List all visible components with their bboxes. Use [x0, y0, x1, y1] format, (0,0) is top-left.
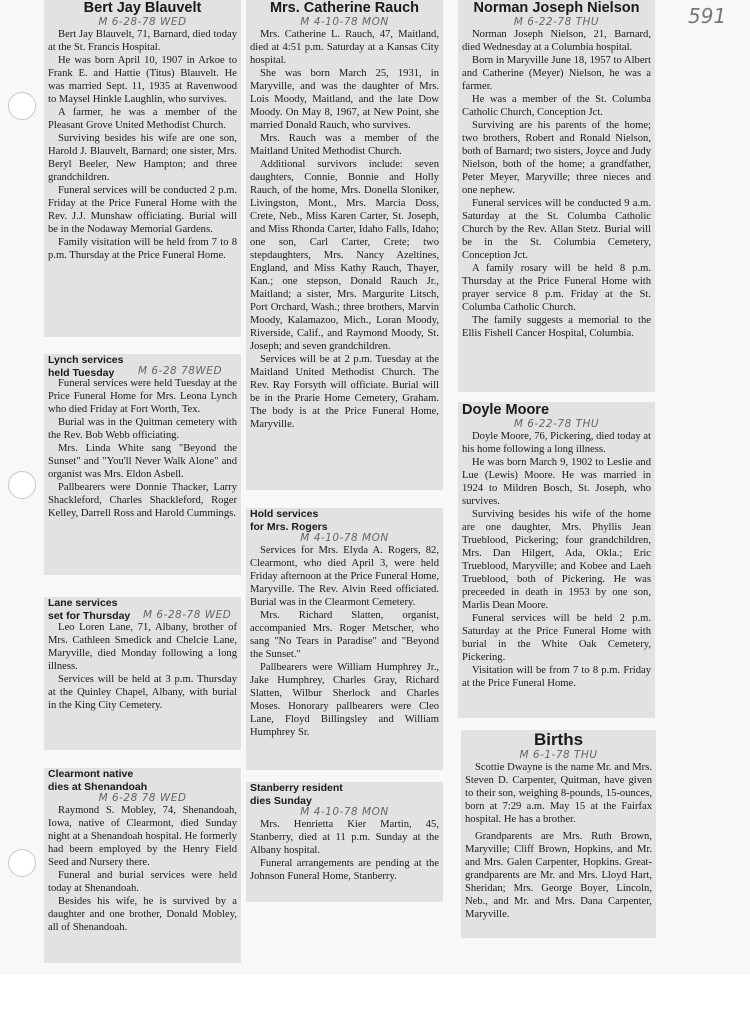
paragraph: Pallbearers were Donnie Thacker, Larry Shackleford, Charles Shackleford, Roger Kelley, Darrell Ross and Harold Cummings. [48, 482, 237, 519]
paragraph: She was born March 25, 1931, in Maryville, and was the daughter of Mrs. Lois Moody, Maitland, and the late Dow Moody. On May 8, 1967, at New Point, she married Donald Rauch, who survives. [250, 68, 439, 131]
bottom-margin [0, 975, 750, 1033]
headline: Lynch services held Tuesday [48, 354, 124, 379]
paragraph: He was born March 9, 1902 to Leslie and Lue (Lewis) Moore. He was married in 1924 to Mildren Bosch, St. Joseph, who survives. [462, 457, 651, 507]
paragraph: A farmer, he was a member of the Pleasant Grove United Methodist Church. [48, 107, 237, 131]
date-note: M 6-22-78 THU [513, 16, 600, 28]
paragraph: Services for Mrs. Elyda A. Rogers, 82, Clearmont, who died April 3, were held Friday afternoon at the Price Funeral Home, Maryville. The Rev. Alvin Reed officiated. Burial was in the Clearmont Cemetery. [250, 545, 439, 608]
paragraph: Funeral arrangements are pending at the Johnson Funeral Home, Stanberry. [250, 858, 439, 882]
paragraph: Raymond S. Mobley, 74, Shenandoah, Iowa, native of Clearmont, died Sunday night at a Shenandoah hospital. He formerly had beern employed by the Henry Field Seed and Nursery there. [48, 805, 237, 868]
paragraph: Doyle Moore, 76, Pickering, died today at his home following a long illness. [462, 431, 651, 455]
paragraph: He was born April 10, 1907 in Arkoe to Frank E. and Hattie (Titus) Blauvelt. He was married Sept. 11, 1935 at Ravenwood to Maysel Hinkle Laughlin, who survives. [48, 55, 237, 105]
paragraph: He was a member of the St. Columba Catholic Church, Conception Jct. [462, 94, 651, 118]
clipping-rogers [246, 508, 443, 770]
headline: Bert Jay Blauvelt [83, 0, 202, 16]
paragraph: Funeral services will be held 2 p.m. Saturday at the Price Funeral Home with burial in the White Oak Cemetery, Pickering. [462, 613, 651, 663]
headline: Mrs. Catherine Rauch [269, 0, 420, 16]
paragraph: Mrs. Linda White sang "Beyond the Sunset" and "You'll Never Walk Alone" and organist was Mrs. Eldon Asbell. [48, 443, 237, 480]
paragraph: A family rosary will be held 8 p.m. Thursday at the Price Funeral Home with prayer service 8 p.m. Friday at the St. Columba Catholic Church. [462, 263, 651, 313]
paragraph: Mrs. Henrietta Kier Martin, 45, Stanberry, died at 11 p.m. Sunday at the Albany hospital. [250, 819, 439, 856]
paragraph: Bert Jay Blauvelt, 71, Barnard, died today at the St. Francis Hospital. [48, 29, 237, 53]
date-note: M 4-10-78 MON [300, 16, 389, 28]
paragraph: Mrs. Richard Slatten, organist, accompanied Mrs. Roger Metscher, who sang "No Tears in Paradise" and "Beyond the Sunset." [250, 610, 439, 660]
headline: Births [533, 730, 584, 749]
paragraph: The family suggests a memorial to the Ellis Fishell Cancer Hospital, Columbia. [462, 315, 651, 339]
paragraph: Mrs. Rauch was a member of the Maitland United Methodist Church. [250, 133, 439, 157]
paragraph: Leo Loren Lane, 71, Albany, brother of Mrs. Cathleen Smedick and Chelcie Lane, Maryville, died Monday following a long illness. [48, 622, 237, 672]
paragraph: Pallbearers were William Humphrey Jr., Jake Humphrey, Charles Gray, Richard Slatten, Wilbur Sherlock and Charles Moses. Honorary pallbearers were Cleo Lane, Floyd Billingsley and William Humphrey Sr. [250, 662, 439, 738]
paragraph: Funeral and burial services were held today at Shenandoah. [48, 870, 237, 894]
paragraph: Scottie Dwayne is the name Mr. and Mrs. Steven D. Carpenter, Quitman, have given to their son, weighing 8-pounds, 15-ounces, born at 7:29 a.m. May 15 at the Fairfax hospital. He has a brother. [465, 762, 652, 825]
date-note: M 6-28 78WED [138, 365, 223, 377]
paragraph: Additional survivors include: seven daughters, Connie, Bonnie and Holly Rauch, of the home, Mrs. Donella Sloniker, Livingston, Mont., Mrs. Marcia Doss, Crete, Neb., Miss Karen Carter, St. Joseph, and Miss Rhonda Carter, Idaho Falls, Idaho; one son, Carl Carter, Crete; two stepdaughters, Mrs. Nancy Azeltines, England, and Miss Kathy Rauch, Thayer, Kan.; one stepson, Donald Rauch Jr., Maitland; a sister, Mrs. Margurite Litsch, Port Orchard, Wash.; three brothers, Marvin Moody, Kalamazoo, Mich., Loran Moody, Riverside, Calif., and Raymond Moody, St. Joseph; and seven grandchildren. [250, 159, 439, 352]
clipping-lane [44, 597, 241, 750]
page-number: 591 [688, 4, 727, 28]
headline: Stanberry resident dies Sunday [250, 782, 343, 807]
paragraph: Visitation will be from 7 to 8 p.m. Friday at the Price Funeral Home. [462, 665, 651, 689]
binder-hole [8, 849, 36, 877]
date-note: M 6-28-78 WED [98, 16, 187, 28]
paragraph: Burial was in the Quitman cemetery with the Rev. Bob Webb officiating. [48, 417, 237, 441]
headline: Norman Joseph Nielson [473, 0, 640, 16]
paragraph: Funeral services were held Tuesday at the Price Funeral Home for Mrs. Leona Lynch who died Friday at Fort Worth, Tex. [48, 378, 237, 415]
clipping-births [461, 730, 656, 938]
date-note: M 4-10-78 MON [300, 532, 389, 544]
headline: Hold services for Mrs. Rogers [250, 508, 328, 533]
paragraph: Services will be at 2 p.m. Tuesday at the Maitland United Methodist Church. The Rev. Ray Forsyth will officiate. Burial will be in the Prarie Home Cemetery, Graham. The body is at the Price Funeral Home, Maryville. [250, 354, 439, 430]
date-note: M 6-1-78 THU [519, 749, 598, 761]
paragraph: Born in Maryville June 18, 1957 to Albert and Catherine (Meyer) Nielson, he was a farmer. [462, 55, 651, 92]
paragraph: Funeral services will be conducted 9 a.m. Saturday at the St. Columba Catholic Church by the Rev. Allan Stetz. Burial will be in the St. Columbia Cemetery, Conception Jct. [462, 198, 651, 261]
clipping-lynch [44, 354, 241, 575]
date-note: M 4-10-78 MON [300, 806, 389, 818]
date-note: M 6-22-78 THU [513, 418, 600, 430]
clipping-blauvelt [44, 0, 241, 337]
clipping-mobley [44, 768, 241, 963]
paragraph: Besides his wife, he is survived by a daughter and one brother, Donald Mobley, all of Shenandoah. [48, 896, 237, 933]
paragraph: Mrs. Catherine L. Rauch, 47, Maitland, died at 4:51 p.m. Saturday at a Kansas City hospital. [250, 29, 439, 66]
paragraph: Surviving besides his wife are one son, Harold J. Blauvelt, Barnard; one sister, Mrs. Beryl Beeler, New Hampton; and three grandchildren. [48, 133, 237, 183]
binder-hole [8, 471, 36, 499]
clipping-moore [458, 402, 655, 718]
date-note: M 6-28-78 WED [143, 609, 232, 621]
headline: Doyle Moore [462, 402, 550, 418]
clipping-rauch [246, 0, 443, 490]
paragraph: Family visitation will be held from 7 to 8 p.m. Thursday at the Price Funeral Home. [48, 237, 237, 261]
paragraph: Norman Joseph Nielson, 21, Barnard, died Wednesday at a Columbia hospital. [462, 29, 651, 53]
date-note: M 6-28 78 WED [98, 792, 187, 804]
paragraph: Grandparents are Mrs. Ruth Brown, Maryville; Cliff Brown, Hopkins, and Mr. and Mrs. Galen Carpenter, Hopkins. Great-grandparents are Mr. and Mrs. Lloyd Hart, Sheridan; Mrs. George Boyer, Lincoln, Neb., and Mr. and Mrs. Dana Carpenter, Maryville. [465, 831, 652, 920]
headline: Clearmont native dies at Shenandoah [48, 768, 148, 793]
binder-hole [8, 92, 36, 120]
headline: Lane services set for Thursday [48, 597, 131, 622]
clipping-nielson [458, 0, 655, 392]
paragraph: Surviving besides his wife of the home are one daughter, Mrs. Phyllis Jean Trueblood, Pickering; four grandchildren, Mrs. Dan Hilgert, Ada, Okla.; Eric Trueblood, Maryville; and Kobee and Laeh Trueblood, both of Pickering. He was preceeded in death in 1953 by one son, Marlis Dean Moore. [462, 509, 651, 611]
paragraph: Funeral services will be conducted 2 p.m. Friday at the Price Funeral Home with the Rev. J.J. Munshaw officiating. Burial will be in the Nodaway Memorial Gardens. [48, 185, 237, 235]
paragraph: Surviving are his parents of the home; two brothers, Robert and Ronald Nielson, both of Barnard; two sisters, Joyce and Judy Nielson, both of the home; a grandfather, Peter Meyer, Maryville; three nieces and one nephew. [462, 120, 651, 196]
paragraph: Services will be held at 3 p.m. Thursday at the Quinley Chapel, Albany, with burial in the King City Cemetery. [48, 674, 237, 711]
clipping-martin [246, 782, 443, 902]
